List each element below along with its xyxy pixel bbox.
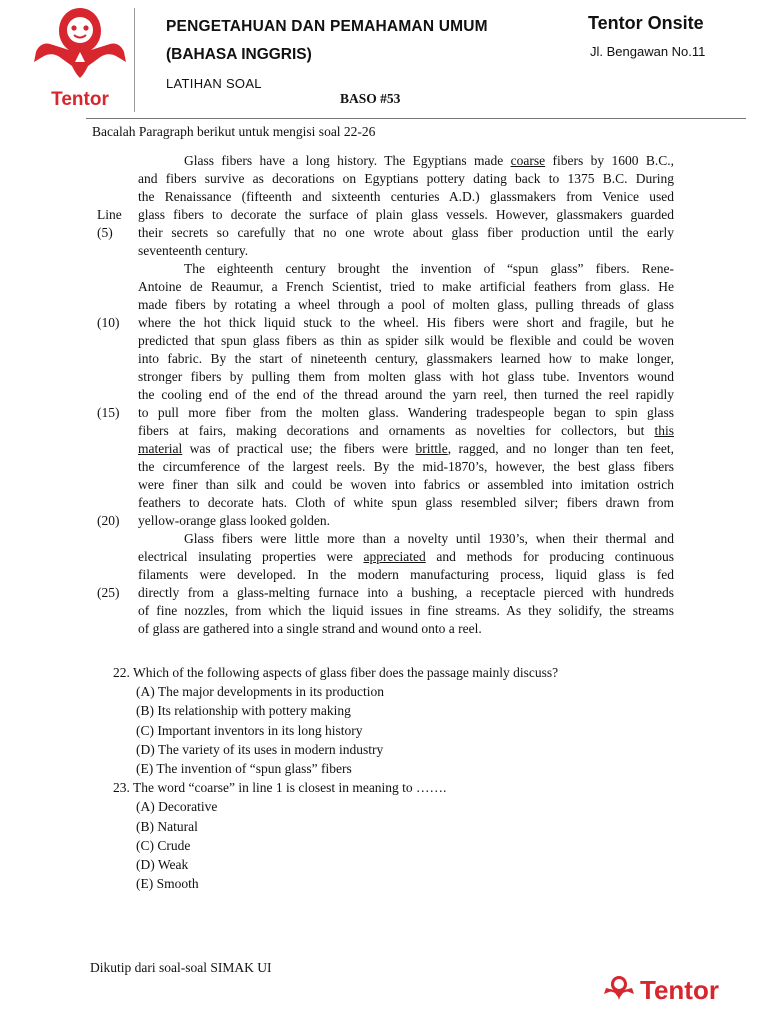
answer-option: (D) The variety of its uses in modern industry [136, 741, 384, 757]
passage-line [138, 260, 674, 278]
passage-text: filaments were developed. In the modern manufacturing process, liquid glass is fed [138, 567, 674, 582]
answer-option: (C) Crude [136, 837, 191, 853]
passage-text: were finer than silk and could be woven into fabrics or assembled into imitation ostrich [138, 477, 674, 492]
passage-line [138, 530, 674, 548]
answer-option: (E) The invention of “spun glass” fibers [136, 761, 352, 776]
passage-line [138, 296, 674, 314]
passage-text: made fibers by rotating a wheel through a pool of molten glass, pulling threads of glass [138, 297, 674, 312]
footer-logo-text: Tentor [640, 975, 719, 1005]
header-divider [134, 8, 135, 112]
brand-name: Tentor Onsite [588, 13, 704, 33]
answer-option: (B) Its relationship with pottery making [136, 703, 351, 719]
line-number-marker: Line [97, 207, 122, 222]
passage-line [138, 332, 674, 350]
passage-text: glass fibers to decorate the surface of plain glass vessels. However, glassmakers guarded [138, 207, 674, 222]
passage-line [138, 404, 674, 422]
passage-text: stronger fibers by pulling them from molten glass with hot glass tube. Inventors wound [138, 369, 674, 384]
passage-text: Antoine de Reaumur, a French Scientist, tried to make artificial feathers from glass. He [138, 279, 674, 294]
passage-line [138, 206, 674, 224]
passage-text: was of practical use; the fibers were [182, 441, 416, 456]
underlined-word: this [654, 423, 674, 438]
underlined-word: appreciated [363, 549, 426, 564]
line-number-marker: (5) [97, 225, 113, 240]
passage-line [138, 224, 674, 242]
answer-option: (C) Important inventors in its long history [136, 722, 363, 738]
underlined-word: brittle [415, 441, 448, 456]
underlined-word: material [138, 441, 183, 456]
line-number-marker: (20) [97, 513, 120, 528]
passage-text: the cooling end of the end of the thread around the yarn reel, then turned the reel rapidly [138, 387, 674, 402]
page-subtitle: LATIHAN SOAL [166, 76, 262, 91]
question-text [113, 665, 558, 681]
answer-option: (E) Smooth [136, 876, 199, 892]
passage-line [138, 476, 674, 494]
passage-text: the circumference of the largest reels. By the mid-1870’s, however, the best glass fibers [138, 459, 674, 474]
passage-text: fibers at fairs, making decorations and ornaments as novelties for collectors, but [138, 423, 655, 438]
passage-line [138, 512, 674, 530]
header-rule [86, 118, 746, 119]
document-code: BASO #53 [340, 91, 401, 106]
passage-line [138, 242, 674, 260]
passage-line [138, 548, 674, 566]
passage-line [138, 170, 674, 188]
question-prompt: The word “coarse” in line 1 is closest in meaning to ……. [133, 780, 447, 796]
passage-line [138, 584, 674, 602]
passage-text: fibers by 1600 B.C., [545, 153, 675, 168]
tentor-logo [28, 4, 132, 112]
answer-option: (B) Natural [136, 818, 198, 834]
passage-line [138, 440, 674, 458]
logo-text: Tentor [51, 89, 109, 110]
passage-text: yellow-orange glass looked golden. [138, 513, 330, 528]
passage-line [138, 620, 674, 638]
passage-text: The eighteenth century brought the invention of “spun glass” fibers. Rene- [184, 261, 674, 276]
passage-text: of glass are gathered into a single strand and wound onto a reel. [138, 621, 482, 636]
passage-line [138, 386, 674, 404]
passage-line [138, 458, 674, 476]
answer-option: (A) Decorative [136, 799, 218, 815]
line-number-marker: (25) [97, 585, 120, 600]
underlined-word: coarse [510, 153, 546, 168]
passage-text: directly from a glass-melting furnace into a bushing, a receptacle pierced with hundreds [138, 585, 674, 600]
answer-option: (D) Weak [136, 857, 189, 872]
passage-line [138, 278, 674, 296]
passage-text: to pull more fiber from the molten glass. Wandering tradespeople began to spin glass [138, 405, 674, 420]
footer-source: Dikutip dari soal-soal SIMAK UI [90, 960, 272, 975]
passage-text: their secrets so carefully that no one wrote about glass fiber production until the early [138, 225, 674, 240]
brand-address: Jl. Bengawan No.11 [590, 44, 706, 59]
passage-text: Glass fibers have a long history. The Egyptians made [184, 153, 511, 168]
passage-text: into fabric. By the start of nineteenth century, glassmakers learned how to make longer, [138, 351, 674, 366]
passage-text: of fine nozzles, from which the liquid issues in fine streams. As they solidify, the streams [138, 603, 674, 618]
passage-text: where the hot thick liquid stuck to the wheel. His fibers were short and fragile, but he [138, 315, 674, 330]
passage-line [138, 152, 674, 170]
passage-line [138, 494, 674, 512]
page-title-line2: (BAHASA INGGRIS) [166, 46, 312, 63]
passage-line [138, 602, 674, 620]
page-title: PENGETAHUAN DAN PEMAHAMAN UMUM [166, 18, 488, 35]
line-number-marker: (10) [97, 315, 120, 330]
passage-line [138, 188, 674, 206]
passage-text: electrical insulating properties were [138, 549, 364, 564]
line-number-marker: (15) [97, 405, 120, 420]
question-number: 23. [113, 780, 130, 796]
passage-line [138, 566, 674, 584]
passage-line [138, 368, 674, 386]
passage-text: feathers to decorate hats. Cloth of white spun glass resembled silver; fibers drawn from [138, 495, 674, 510]
footer-tentor-logo [602, 970, 747, 1010]
question-number: 22. [113, 665, 130, 680]
passage-text: , ragged, and no longer than ten feet, [447, 441, 674, 456]
answer-option: (A) The major developments in its production [136, 684, 384, 700]
passage-text: and methods for producing continuous [425, 549, 675, 564]
passage-text: the Renaissance (fifteenth and sixteenth centuries A.D.) glassmakers from Venice used [138, 189, 674, 204]
passage-line [138, 422, 674, 440]
question-prompt: Which of the following aspects of glass fiber does the passage mainly discuss? [133, 665, 559, 680]
question-text [113, 780, 446, 796]
passage-text: predicted that spun glass fibers as thin as spider silk would be flexible and could be woven [138, 333, 674, 348]
passage-line [138, 350, 674, 368]
passage-text: Glass fibers were little more than a novelty until 1930’s, when their thermal and [184, 531, 674, 546]
passage-line [138, 314, 674, 332]
instruction-text: Bacalah Paragraph berikut untuk mengisi soal 22-26 [92, 124, 376, 139]
passage-text: seventeenth century. [138, 243, 249, 258]
passage-text: and fibers survive as decorations on Egyptians pottery dating back to 1375 B.C. During [138, 171, 674, 186]
